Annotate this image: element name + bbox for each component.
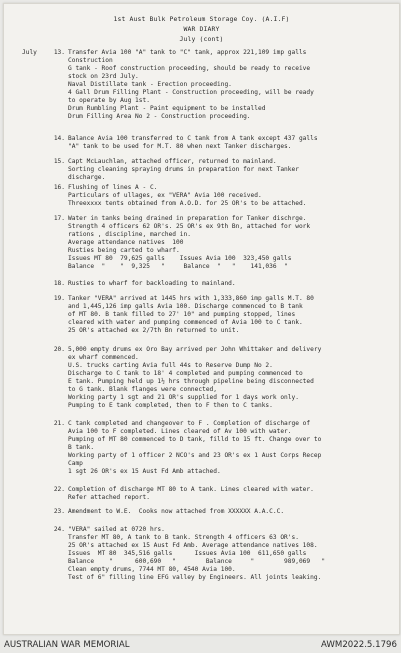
entry-text-line: Threexxxx tents obtained from A.O.D. for 25 OR's to be attached. bbox=[68, 200, 307, 207]
entry-text-line: Balance " 600,690 " Balance " 989,069 " bbox=[68, 558, 326, 565]
entry-text-line: 5,000 empty drums ex Oro Bay arrived per John Whittaker and delivery bbox=[68, 346, 322, 353]
diary-period: July (cont) bbox=[179, 35, 224, 43]
entry-text-line: Rusties to wharf for backloading to mainland. bbox=[68, 280, 236, 287]
entry-text-line: of MT 80. B tank filled to 27' 10" and pumping stopped, lines bbox=[68, 311, 296, 318]
entry-text-line: Naval Distillate tank - Erection proceeding. bbox=[68, 81, 232, 88]
entry-day-number: 15. bbox=[53, 158, 65, 165]
entry-text-line: Working party 1 sgt and 21 OR's supplied for 1 days work only. bbox=[68, 394, 299, 401]
entry-text-line: Balance " " 9,325 " Balance " " 141,036 " bbox=[68, 263, 288, 270]
footer-source: AUSTRALIAN WAR MEMORIAL bbox=[4, 640, 130, 650]
entry-text-line: Camp bbox=[68, 460, 83, 467]
entry-text-line: ex wharf commenced. bbox=[68, 354, 139, 361]
entry-text-line: Sorting cleaning spraying drums in preparation for next Tanker bbox=[68, 166, 299, 173]
diary-page bbox=[3, 3, 400, 635]
diary-title: WAR DIARY bbox=[183, 25, 220, 33]
entry-text-line: Average attendance natives 100 bbox=[68, 239, 184, 246]
entry-text-line: "A" tank to be used for M.T. 80 when next Tanker discharges. bbox=[68, 143, 292, 150]
entry-text-line: to G tank. Blank flanges were connected, bbox=[68, 386, 218, 393]
entry-text-line: Issues MT 80 345,516 galls Issues Avia 100 611,650 galls bbox=[68, 550, 307, 557]
entry-day-number: 23. bbox=[53, 508, 65, 515]
entry-text-line: Discharge to C tank to 18' 4 completed and pumping commenced to bbox=[68, 370, 303, 377]
footer-reference: AWM2022.5.1796 bbox=[321, 640, 397, 650]
entry-text-line: Balance Avia 100 transferred to C tank from A tank except 437 galls bbox=[68, 135, 318, 142]
entry-text-line: Strength 4 officers 62 OR's. 25 OR's ex 9th Bn, attached for work bbox=[68, 223, 311, 230]
entry-text-line: Transfer Avia 100 "A" tank to "C" tank, approx 221,109 imp galls bbox=[68, 49, 307, 56]
entry-text-line: Pumping to E tank completed, then to F then to C tanks. bbox=[68, 402, 273, 409]
entry-text-line: 25 OR's attached ex 2/7th Bn returned to unit. bbox=[68, 327, 240, 334]
entry-text-line: Transfer MT 80, A tank to B tank. Strength 4 officers 63 OR's. bbox=[68, 534, 299, 541]
entry-text-line: Drum Filling Area No 2 - Construction proceeding. bbox=[68, 113, 251, 120]
entry-text-line: stock on 23rd July. bbox=[68, 73, 139, 80]
entry-text-line: Particulars of ullages, ex "VERA" Avia 100 received. bbox=[68, 192, 262, 199]
entry-day-number: 24. bbox=[53, 526, 65, 533]
entry-day-number: 21. bbox=[53, 420, 65, 427]
entry-text-line: U.S. trucks carting Avia full 44s to Reserve Dump No 2. bbox=[68, 362, 273, 369]
entry-day-number: 18. bbox=[53, 280, 65, 287]
entry-text-line: rations , discipline, marched in. bbox=[68, 231, 191, 238]
entry-day-number: 22. bbox=[53, 486, 65, 493]
entry-text-line: Working party of 1 officer 2 NCO's and 23 OR's ex 1 Aust Corps Recep bbox=[68, 452, 322, 459]
entry-text-line: Capt McLauchlan, attached officer, returned to mainland. bbox=[68, 158, 277, 165]
entry-text-line: C tank completed and changeover to F . Completion of discharge of bbox=[68, 420, 311, 427]
entry-day-number: 20. bbox=[53, 346, 65, 353]
entry-text-line: Water in tanks being drained in preparation for Tanker dischrge. bbox=[68, 215, 307, 222]
entry-day-number: 14. bbox=[53, 135, 65, 142]
entry-text-line: Tanker "VERA" arrived at 1445 hrs with 1,333,860 imp galls M.T. 80 bbox=[68, 295, 314, 302]
entry-text-line: E tank. Pumping held up 1½ hrs through pipeline being disconnected bbox=[68, 378, 314, 385]
entry-text-line: Pumping of MT 80 commenced to D tank, filld to 15 ft. Change over to bbox=[68, 436, 322, 443]
entry-text-line: G tank - Roof construction proceeding, should be ready to receive bbox=[68, 65, 311, 72]
entry-day-number: 13. bbox=[53, 49, 65, 56]
entry-text-line: B tank. bbox=[68, 444, 95, 451]
entry-text-line: Construction bbox=[68, 57, 113, 64]
entry-text-line: Amendment to W.E. Cooks now attached from XXXXXX A.A.C.C. bbox=[68, 508, 285, 515]
entry-text-line: 25 OR's attached ex 15 Aust Fd Amb. Average attendance natives 108. bbox=[68, 542, 318, 549]
entry-text-line: Refer attached report. bbox=[68, 494, 150, 501]
entry-text-line: Rusties being carted to wharf. bbox=[68, 247, 180, 254]
entry-text-line: Issues MT 80 79,625 galls Issues Avia 100 323,450 galls bbox=[68, 255, 292, 262]
entry-text-line: cleared with water and pumping commenced of Avia 100 to C tank. bbox=[68, 319, 303, 326]
entry-text-line: 1 sgt 26 OR's ex 15 Aust Fd Amb attached. bbox=[68, 468, 221, 475]
entry-day-number: 16. bbox=[53, 184, 65, 191]
entry-text-line: Clean empty drums, 7744 MT 80, 4540 Avia 100. bbox=[68, 566, 236, 573]
entry-text-line: Test of 6" filling line EFG valley by Engineers. All joints leaking. bbox=[68, 574, 322, 581]
entry-text-line: discharge. bbox=[68, 174, 106, 181]
entry-text-line: 4 Gall Drum Filling Plant - Construction proceeding, will be ready bbox=[68, 89, 314, 96]
entry-text-line: Avia 100 to F completed. Lines cleared of Av 100 with water. bbox=[68, 428, 292, 435]
entry-day-number: 17. bbox=[53, 215, 65, 222]
entry-text-line: Drum Rumbling Plant - Paint equipment to be installed bbox=[68, 105, 266, 112]
entry-text-line: "VERA" sailed at 0720 hrs. bbox=[68, 526, 165, 533]
entry-month: July bbox=[22, 49, 37, 56]
entry-text-line: Flushing of lines A - C. bbox=[68, 184, 158, 191]
entry-day-number: 19. bbox=[53, 295, 65, 302]
unit-heading: 1st Aust Bulk Petroleum Storage Coy. (A.I.F) bbox=[113, 15, 290, 23]
entry-text-line: and 1,445,126 imp galls Avia 100. Discharge commenced to B tank bbox=[68, 303, 303, 310]
entry-text-line: Completion of discharge MT 80 to A tank. Lines cleared with water. bbox=[68, 486, 314, 493]
entry-text-line: to operate by Aug 1st. bbox=[68, 97, 150, 104]
